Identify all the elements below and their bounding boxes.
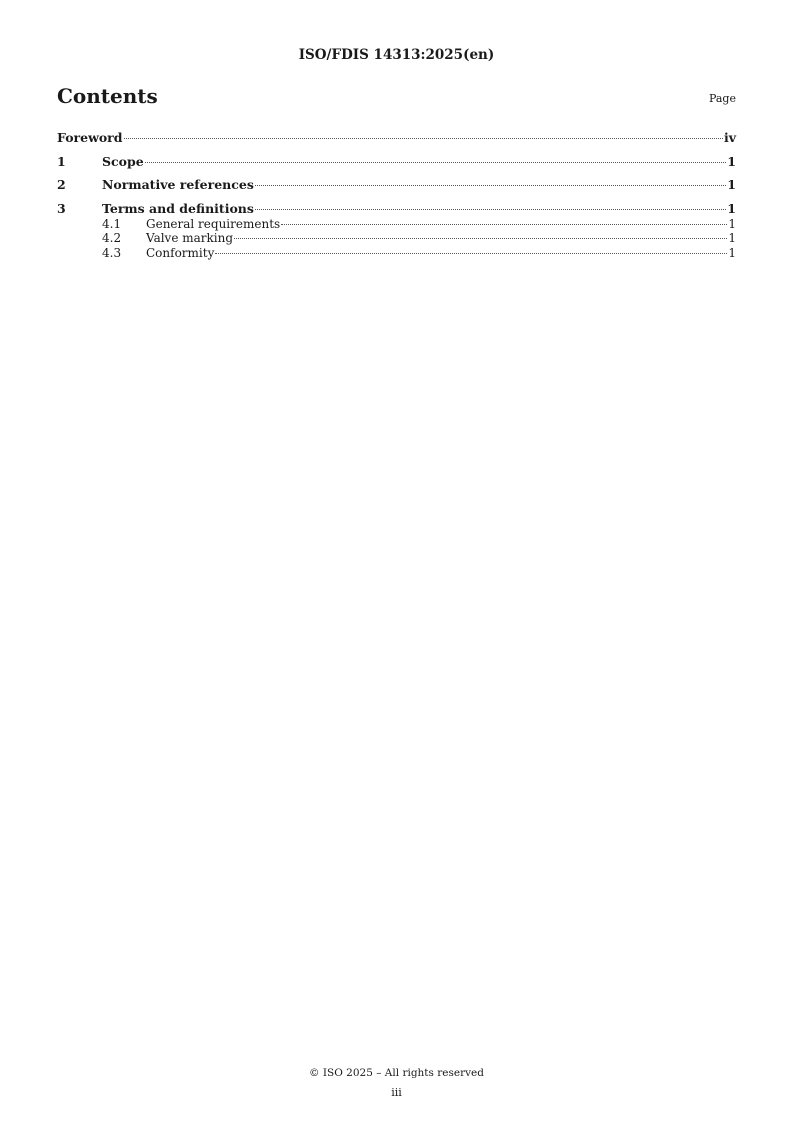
toc-entry-page: iv xyxy=(723,130,736,145)
toc-subentry-conformity[interactable] xyxy=(57,246,736,261)
toc-leader xyxy=(281,224,727,225)
footer-page-number: iii xyxy=(391,1086,402,1099)
toc-subentry-general-requirements[interactable] xyxy=(57,217,736,232)
toc-entry-terms-and-definitions[interactable] xyxy=(57,201,736,217)
document-header: ISO/FDIS 14313:2025(en) xyxy=(298,47,495,63)
toc-subentry-number: 4.3 xyxy=(102,245,122,260)
toc-entry-page: 1 xyxy=(727,177,736,192)
toc-leader xyxy=(255,185,726,186)
toc-entry-label: Normative references xyxy=(102,177,254,192)
toc-leader xyxy=(255,209,726,210)
toc-entry-page: 1 xyxy=(727,200,736,216)
toc-entry-foreword[interactable] xyxy=(57,130,736,154)
toc-entry-normative-references[interactable] xyxy=(57,177,736,201)
page-column-label: Page xyxy=(708,92,736,105)
contents-title: Contents xyxy=(57,84,158,108)
toc-subentry-valve-marking[interactable] xyxy=(57,231,736,246)
toc-leader xyxy=(145,162,727,163)
toc-entry-label: Terms and definitions xyxy=(102,200,254,216)
toc-leader xyxy=(234,238,727,239)
toc-entry-label: Foreword xyxy=(57,130,123,145)
toc-subentry-page: 1 xyxy=(728,231,736,245)
toc-subentry-number: 4.2 xyxy=(102,231,122,245)
toc-leader xyxy=(124,138,723,139)
toc-entry-number: 1 xyxy=(57,153,66,169)
toc-subentry-label: General requirements xyxy=(146,216,281,231)
toc-entry-scope[interactable] xyxy=(57,154,736,178)
toc-subentry-label: Valve marking xyxy=(146,231,234,245)
table-of-contents xyxy=(57,130,736,260)
toc-subentry-page: 1 xyxy=(728,245,736,260)
toc-subentry-label: Conformity xyxy=(146,245,215,260)
toc-subentry-number: 4.1 xyxy=(102,216,122,231)
toc-subentry-page: 1 xyxy=(728,216,736,231)
toc-entry-number: 3 xyxy=(57,200,66,216)
footer-copyright: © ISO 2025 – All rights reserved xyxy=(309,1067,484,1079)
toc-entry-number: 2 xyxy=(57,177,66,192)
toc-entry-page: 1 xyxy=(727,153,736,169)
toc-leader xyxy=(215,253,727,254)
toc-entry-label: Scope xyxy=(102,153,144,169)
